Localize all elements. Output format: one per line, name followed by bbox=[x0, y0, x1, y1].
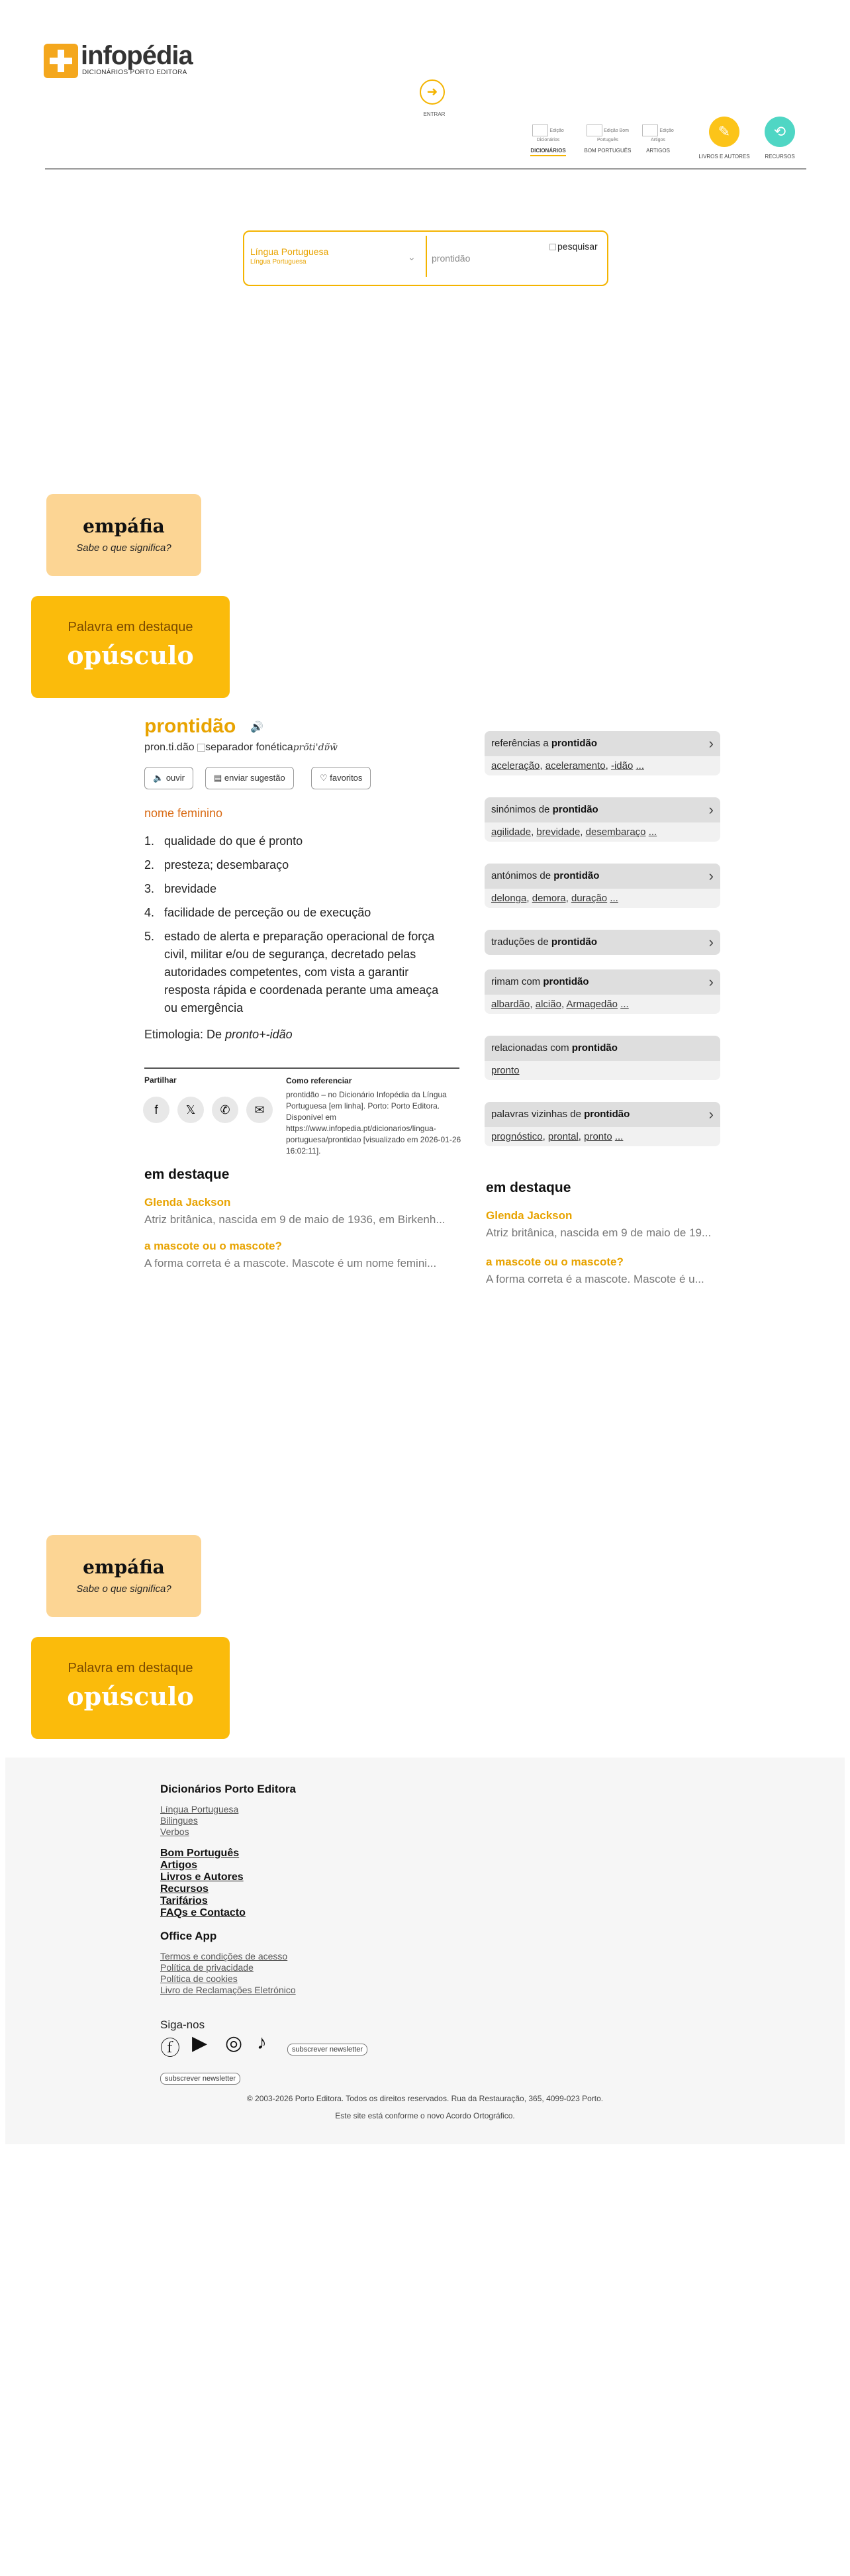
panel-body: prognóstico, prontal, pronto ... bbox=[491, 1131, 624, 1142]
highlight-title: Glenda Jackson bbox=[144, 1196, 231, 1209]
definition-item bbox=[144, 904, 449, 922]
footer-link[interactable]: Tarifários bbox=[160, 1895, 208, 1907]
tiktok-icon[interactable]: ♪ bbox=[257, 2032, 267, 2054]
definition-item bbox=[144, 880, 449, 898]
promo-word: empáfia bbox=[83, 1556, 165, 1578]
share-divider bbox=[144, 1067, 459, 1069]
panel-header bbox=[485, 1036, 720, 1061]
panel-header[interactable] bbox=[485, 969, 720, 995]
panel-word: prontidão bbox=[551, 936, 598, 948]
etymology-label: Etimologia: De bbox=[144, 1028, 222, 1041]
newsletter-button[interactable]: subscrever newsletter bbox=[287, 2044, 367, 2056]
pronunciation bbox=[144, 742, 338, 754]
panel-link[interactable]: duração bbox=[571, 893, 608, 904]
panel-more-link[interactable]: ... bbox=[620, 999, 629, 1010]
citation-text: prontidão – no Dicionário Infopédia da Língua Portuguesa [em linha]. Porto: Porto Editora. Disponível em https://www.infopedia.pt/dicionarios/lingua-portuguesa/prontidao [visualizado em 2026-01-26 16:02:11]. bbox=[286, 1090, 461, 1156]
favorites-label: favoritos bbox=[330, 773, 363, 783]
etymology bbox=[144, 1028, 293, 1042]
suggest-button[interactable] bbox=[205, 767, 294, 789]
definitions-list bbox=[144, 826, 449, 1017]
panel-related[interactable] bbox=[485, 1036, 720, 1080]
footer-legal-links bbox=[160, 1951, 296, 1996]
chevron-right-icon: › bbox=[708, 867, 714, 884]
grammatical-category: nome feminino bbox=[144, 807, 223, 820]
footer-dict-links bbox=[160, 1804, 238, 1838]
speaker-icon[interactable]: 🔊 bbox=[250, 722, 263, 733]
panel-link[interactable]: pronto bbox=[584, 1131, 612, 1142]
panel-more-link[interactable]: ... bbox=[610, 893, 618, 904]
copyright: © 2003-2026 Porto Editora. Todos os direitos reservados. Rua da Restauração, 365, 4099-023 Porto. bbox=[246, 2094, 604, 2103]
nav-recursos-label: RECURSOS bbox=[765, 154, 795, 160]
whatsapp-icon[interactable]: ✆ bbox=[212, 1097, 238, 1123]
separator-image bbox=[197, 744, 205, 752]
panel-link[interactable]: -idão bbox=[610, 760, 634, 771]
footer-link[interactable]: Termos e condições de acesso bbox=[160, 1951, 288, 1961]
nav-livros-autores[interactable] bbox=[696, 117, 752, 160]
footer-heading: Dicionários Porto Editora bbox=[160, 1783, 296, 1795]
artigos-image bbox=[642, 124, 658, 136]
separator-alt: separador fonética bbox=[205, 742, 293, 753]
nav-bom-portugues-alt: Edição Bom Português bbox=[597, 128, 629, 142]
featured-label: Palavra em destaque bbox=[68, 1661, 193, 1675]
panel-prefix: traduções de bbox=[491, 936, 549, 948]
footer-link[interactable]: Política de cookies bbox=[160, 1973, 238, 1984]
orthographic-agreement: Este site está conforme o novo Acordo Ortográfico. bbox=[335, 2111, 515, 2120]
chevron-right-icon: › bbox=[708, 934, 714, 950]
panel-prefix: referências a bbox=[491, 738, 549, 749]
panel-link[interactable]: brevidade bbox=[536, 826, 581, 838]
panel-word: prontidão bbox=[552, 804, 598, 815]
panel-synonyms[interactable] bbox=[485, 797, 720, 842]
chevron-right-icon: › bbox=[708, 1106, 714, 1122]
highlight-text: A forma correta é a mascote. Mascote é um nome femini... bbox=[144, 1257, 437, 1269]
panel-body: delonga, demora, duração ... bbox=[491, 893, 618, 904]
panel-header[interactable] bbox=[485, 1102, 720, 1127]
panel-word: prontidão bbox=[571, 1042, 618, 1054]
newsletter-link[interactable]: subscrever newsletter bbox=[160, 2073, 240, 2085]
panel-prefix: palavras vizinhas de bbox=[491, 1109, 581, 1120]
logo-icon[interactable] bbox=[44, 44, 78, 78]
panel-link[interactable]: albardão bbox=[491, 999, 530, 1010]
footer-link[interactable]: Artigos bbox=[160, 1859, 197, 1871]
panel-link[interactable]: agilidade bbox=[491, 826, 532, 838]
dictionary-select[interactable]: Língua Portuguesa bbox=[250, 246, 329, 257]
panel-link[interactable]: prontal bbox=[547, 1131, 579, 1142]
featured-word: opúsculo bbox=[67, 640, 194, 670]
nav-artigos-label: ARTIGOS bbox=[646, 148, 670, 154]
instagram-icon[interactable]: ◎ bbox=[225, 2032, 243, 2054]
definition-number: 4. bbox=[144, 906, 155, 919]
panel-body: agilidade, brevidade, desembaraço ... bbox=[491, 826, 657, 838]
search-button-label: pesquisar bbox=[557, 241, 598, 252]
definition-item bbox=[144, 856, 449, 874]
panel-references[interactable] bbox=[485, 731, 720, 775]
entry-word: prontidão bbox=[144, 715, 236, 737]
dicionarios-image bbox=[532, 124, 548, 136]
footer-link[interactable]: Política de privacidade bbox=[160, 1962, 254, 1973]
facebook-icon[interactable]: ⓕ bbox=[160, 2038, 180, 2059]
highlight-item[interactable] bbox=[144, 1240, 459, 1270]
panel-header[interactable] bbox=[485, 797, 720, 822]
footer-link[interactable]: Verbos bbox=[160, 1826, 189, 1837]
panel-body: albardão, alcião, Armagedão ... bbox=[491, 999, 629, 1010]
nav-livros-label: LIVROS E AUTORES bbox=[698, 154, 750, 160]
highlight-text: A forma correta é a mascote. Mascote é u... bbox=[486, 1273, 704, 1285]
panel-word: prontidão bbox=[584, 1109, 630, 1120]
promo-word: empáfia bbox=[83, 515, 165, 537]
footer-link[interactable]: Livros e Autores bbox=[160, 1871, 244, 1883]
message-icon: ▤ bbox=[214, 773, 222, 783]
highlights-title-right: em destaque bbox=[486, 1180, 571, 1195]
highlight-title: a mascote ou o mascote? bbox=[144, 1240, 282, 1252]
definition-text: estado de alerta e preparação operacional de força civil, militar e/ou de segurança, decretado pelas autoridades competentes, com vista a garantir resposta rápida e coordenada perante uma ameaça ou emergência bbox=[164, 930, 439, 1015]
panel-more-link[interactable]: ... bbox=[614, 1131, 624, 1142]
etymology-value: pronto+-idão bbox=[225, 1028, 293, 1041]
book-icon: ✎ bbox=[709, 117, 739, 147]
highlight-title: a mascote ou o mascote? bbox=[486, 1256, 624, 1268]
favorites-button[interactable] bbox=[311, 767, 371, 789]
panel-more-link[interactable]: ... bbox=[636, 760, 645, 771]
nav-dicionarios[interactable] bbox=[524, 124, 572, 156]
panel-link[interactable]: demora bbox=[532, 893, 566, 904]
x-icon[interactable]: 𝕏 bbox=[177, 1097, 204, 1123]
login-label[interactable]: ENTRAR bbox=[423, 111, 446, 117]
email-icon[interactable]: ✉ bbox=[246, 1097, 273, 1123]
definition-number: 1. bbox=[144, 834, 155, 848]
phonetic: prõti'dɐ̃w̃ bbox=[293, 742, 338, 753]
highlight-item[interactable] bbox=[144, 1196, 459, 1226]
search-input[interactable] bbox=[432, 253, 538, 264]
definition-text: facilidade de perceção ou de execução bbox=[164, 906, 371, 919]
resources-icon: ⟲ bbox=[765, 117, 795, 147]
youtube-icon[interactable]: ▶ bbox=[192, 2032, 208, 2054]
panel-link[interactable]: Armagedão bbox=[566, 999, 618, 1010]
nav-bom-portugues-label: BOM PORTUGUÊS bbox=[584, 148, 632, 154]
facebook-icon[interactable]: f bbox=[143, 1097, 169, 1123]
panel-word: prontidão bbox=[553, 870, 600, 881]
suggest-label: enviar sugestão bbox=[224, 773, 285, 783]
panel-body: aceleração, aceleramento, -idão ... bbox=[491, 760, 645, 771]
nav-bom-portugues[interactable] bbox=[580, 124, 636, 154]
chevron-down-icon[interactable]: ⌄ bbox=[408, 252, 416, 262]
panel-link[interactable]: aceleração bbox=[491, 760, 540, 771]
footer-link[interactable]: Livro de Reclamações Eletrónico bbox=[160, 1985, 296, 1995]
search-icon bbox=[549, 244, 556, 250]
nav-recursos[interactable] bbox=[756, 117, 804, 160]
panel-header[interactable] bbox=[485, 864, 720, 889]
footer-link[interactable]: Bom Português bbox=[160, 1848, 240, 1859]
definition-text: presteza; desembaraço bbox=[164, 858, 289, 871]
panel-header[interactable] bbox=[485, 731, 720, 756]
panel-neighbors[interactable] bbox=[485, 1102, 720, 1146]
panel-word: prontidão bbox=[543, 976, 589, 987]
definition-item bbox=[144, 928, 449, 1017]
footer-link[interactable]: Recursos bbox=[160, 1883, 209, 1895]
citation bbox=[286, 1075, 462, 1157]
panel-more-link[interactable]: ... bbox=[648, 826, 657, 838]
chevron-right-icon: › bbox=[708, 735, 714, 752]
promo-question: Sabe o que significa? bbox=[76, 542, 171, 554]
panel-link[interactable]: desembaraço bbox=[585, 826, 646, 838]
search-divider bbox=[426, 236, 427, 277]
definition-item bbox=[144, 832, 449, 850]
panel-header[interactable] bbox=[485, 930, 720, 955]
login-icon[interactable]: ➜ bbox=[420, 79, 445, 105]
panel-link[interactable]: pronto bbox=[491, 1065, 520, 1076]
footer-link[interactable]: Bilingues bbox=[160, 1815, 198, 1826]
promo-question: Sabe o que significa? bbox=[76, 1583, 171, 1595]
footer-app-heading: Office App bbox=[160, 1930, 217, 1942]
panel-antonyms[interactable] bbox=[485, 864, 720, 908]
chevron-right-icon: › bbox=[708, 973, 714, 990]
panel-prefix: rimam com bbox=[491, 976, 541, 987]
panel-link[interactable]: prognóstico bbox=[491, 1131, 543, 1142]
definition-number: 2. bbox=[144, 858, 155, 871]
share-label: Partilhar bbox=[144, 1075, 177, 1085]
definition-text: qualidade do que é pronto bbox=[164, 834, 303, 848]
citation-label: Como referenciar bbox=[286, 1076, 352, 1085]
highlight-text: Atriz britânica, nascida em 9 de maio de 19... bbox=[486, 1226, 712, 1239]
promo-word-card[interactable] bbox=[46, 1535, 201, 1617]
bom-portugues-image bbox=[587, 124, 602, 136]
nav-dicionarios-alt: Edição Dicionários bbox=[536, 128, 564, 142]
footer-link[interactable]: FAQs e Contacto bbox=[160, 1907, 246, 1918]
logo-subtitle: DICIONÁRIOS PORTO EDITORA bbox=[82, 69, 187, 76]
panel-prefix: sinónimos de bbox=[491, 804, 550, 815]
highlight-item[interactable] bbox=[486, 1209, 722, 1240]
nav-artigos[interactable] bbox=[637, 124, 679, 154]
highlight-title: Glenda Jackson bbox=[486, 1209, 573, 1222]
speaker-icon: 🔈 bbox=[153, 773, 164, 783]
pronunciation-syllables: pron.ti.dão bbox=[144, 742, 195, 753]
featured-word-card[interactable] bbox=[31, 596, 230, 698]
listen-label: ouvir bbox=[165, 773, 185, 783]
panel-word: prontidão bbox=[551, 738, 598, 749]
chevron-right-icon: › bbox=[708, 801, 714, 818]
definition-number: 5. bbox=[144, 930, 155, 943]
panel-body bbox=[485, 1061, 720, 1080]
panel-link[interactable]: delonga bbox=[491, 893, 527, 904]
header-divider bbox=[45, 168, 806, 170]
definition-number: 3. bbox=[144, 882, 155, 895]
panel-translations[interactable] bbox=[485, 930, 720, 955]
logo-title[interactable]: infopédia bbox=[81, 41, 193, 70]
featured-word: opúsculo bbox=[67, 1681, 194, 1711]
panel-rhymes[interactable] bbox=[485, 969, 720, 1014]
promo-word-card[interactable] bbox=[46, 494, 201, 576]
panel-link[interactable]: alcião bbox=[535, 999, 561, 1010]
dictionary-select-sub: Língua Portuguesa bbox=[250, 258, 307, 266]
footer bbox=[5, 1758, 845, 2144]
listen-button[interactable] bbox=[144, 767, 193, 789]
featured-label: Palavra em destaque bbox=[68, 620, 193, 634]
featured-word-card[interactable] bbox=[31, 1637, 230, 1739]
heart-icon: ♡ bbox=[320, 773, 328, 783]
nav-artigos-alt: Edição Artigos bbox=[651, 128, 674, 142]
panel-prefix: antónimos de bbox=[491, 870, 551, 881]
highlight-text: Atriz britânica, nascida em 9 de maio de 1936, em Birkenh... bbox=[144, 1213, 446, 1226]
highlights-title: em destaque bbox=[144, 1167, 230, 1182]
definition-text: brevidade bbox=[164, 882, 217, 895]
panel-link[interactable]: aceleramento bbox=[545, 760, 606, 771]
footer-main-links bbox=[160, 1848, 246, 1919]
nav-dicionarios-label: DICIONÁRIOS bbox=[530, 148, 565, 156]
footer-link[interactable]: Língua Portuguesa bbox=[160, 1804, 239, 1814]
search-button[interactable] bbox=[549, 241, 598, 252]
highlight-item[interactable] bbox=[486, 1256, 722, 1286]
follow-label: Siga-nos bbox=[160, 2018, 205, 2031]
panel-prefix: relacionadas com bbox=[491, 1042, 569, 1054]
